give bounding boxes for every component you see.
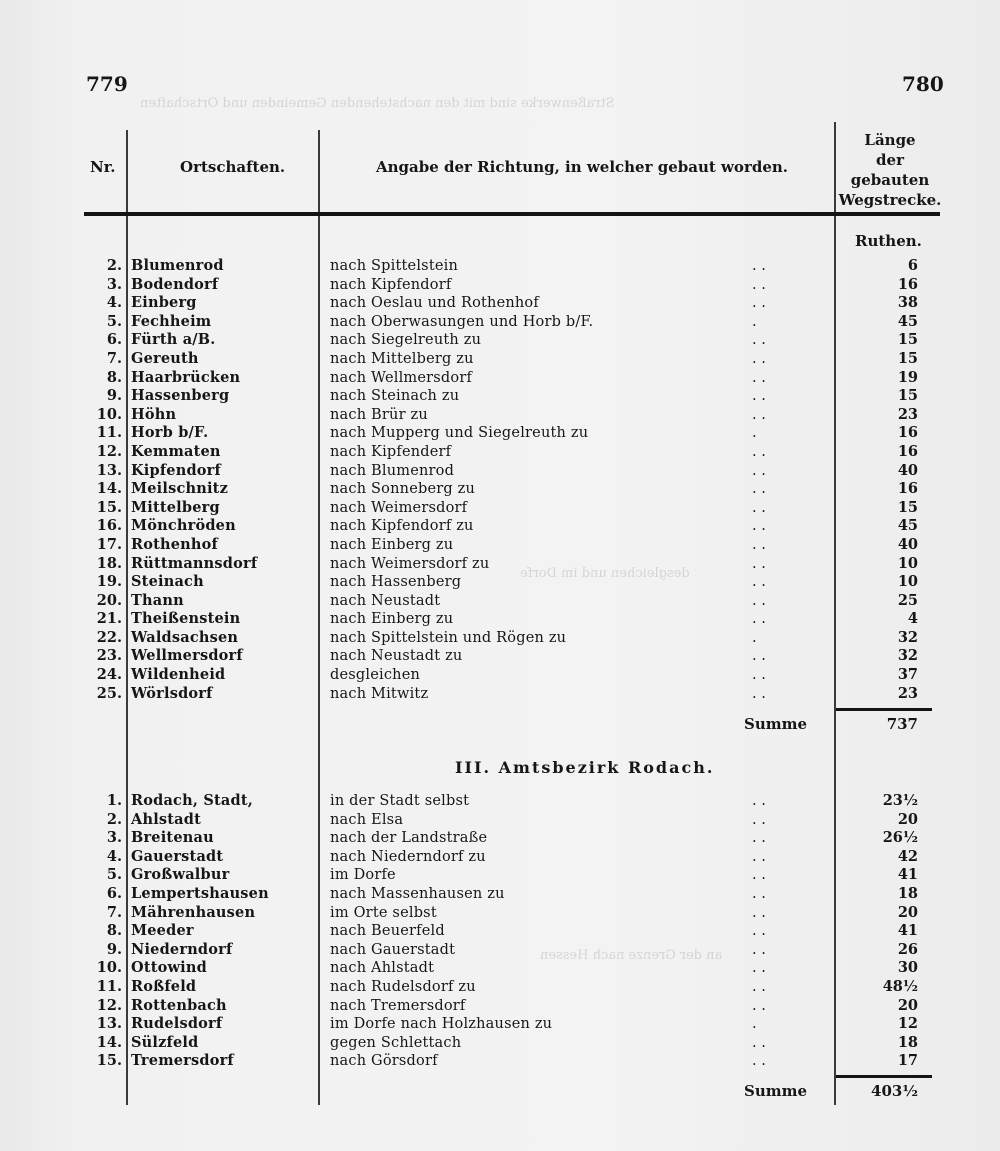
- table-row: [0, 848, 1000, 867]
- row-place: Sülzfeld: [131, 1033, 199, 1051]
- row-direction: nach Neustadt zu: [330, 648, 463, 665]
- header-laenge-line: Wegstrecke.: [838, 191, 942, 209]
- row-number: 4.: [106, 847, 122, 865]
- row-leader-dots: . .: [752, 1034, 766, 1051]
- table-row: [0, 866, 1000, 885]
- row-place: Roßfeld: [131, 977, 197, 995]
- sum-value: 403½: [871, 1082, 918, 1100]
- table-row: [0, 811, 1000, 830]
- row-length: 42: [897, 847, 918, 865]
- row-direction: nach Kipfendorf: [330, 276, 452, 293]
- row-number: 7.: [106, 903, 122, 921]
- row-length: 20: [897, 903, 918, 921]
- row-number: 3.: [106, 275, 122, 293]
- row-leader-dots: . .: [752, 867, 766, 884]
- row-leader-dots: . .: [752, 611, 766, 628]
- row-length: 15: [897, 498, 918, 516]
- row-leader-dots: . .: [752, 350, 766, 367]
- row-length: 20: [897, 810, 918, 828]
- row-place: Meilschnitz: [131, 480, 229, 498]
- row-leader-dots: . .: [752, 555, 766, 572]
- row-number: 13.: [96, 461, 122, 479]
- row-length: 6: [907, 257, 918, 274]
- table-row: [0, 462, 1000, 481]
- row-direction: nach Niederndorf zu: [330, 848, 486, 865]
- table-row: [0, 959, 1000, 978]
- row-direction: nach Tremersdorf: [330, 997, 466, 1014]
- row-length: 23½: [882, 792, 918, 809]
- row-number: 2.: [106, 810, 122, 828]
- table-row: [0, 406, 1000, 425]
- row-direction: gegen Schlettach: [330, 1034, 462, 1051]
- row-number: 6.: [106, 331, 122, 349]
- row-number: 3.: [106, 829, 122, 847]
- table-row: [0, 904, 1000, 923]
- table-row: [0, 592, 1000, 611]
- table-row: [0, 313, 1000, 332]
- row-length: 16: [897, 480, 918, 498]
- table-row: [0, 387, 1000, 406]
- row-place: Wildenheid: [131, 666, 226, 684]
- row-number: 23.: [96, 647, 122, 665]
- sum-rule: [836, 708, 932, 711]
- row-length: 37: [897, 666, 918, 684]
- row-number: 4.: [106, 294, 122, 312]
- row-place: Fechheim: [131, 312, 212, 330]
- row-place: Einberg: [131, 294, 197, 312]
- page-number-right: 780: [902, 72, 944, 96]
- row-leader-dots: .: [752, 425, 757, 442]
- row-place: Fürth a/B.: [131, 331, 216, 349]
- row-leader-dots: . .: [752, 388, 766, 405]
- sum-value: 737: [886, 715, 918, 733]
- row-direction: nach Blumenrod: [330, 462, 455, 479]
- row-number: 2.: [106, 257, 122, 274]
- row-direction: desgleichen: [330, 667, 421, 684]
- row-number: 17.: [96, 535, 122, 553]
- row-place: Mährenhausen: [131, 903, 256, 921]
- table-row: [0, 792, 1000, 811]
- row-leader-dots: . .: [752, 443, 766, 460]
- table-row: [0, 350, 1000, 369]
- bleed-through-text: desgleichen und im Dorfe: [520, 566, 690, 581]
- row-place: Steinach: [131, 573, 204, 591]
- row-direction: nach Steinach zu: [330, 388, 460, 405]
- row-leader-dots: . .: [752, 499, 766, 516]
- row-place: Wellmersdorf: [131, 647, 243, 665]
- table-row: [0, 517, 1000, 536]
- row-length: 26: [897, 940, 918, 958]
- row-direction: im Dorfe nach Holzhausen zu: [330, 1016, 553, 1033]
- row-place: Gauerstadt: [131, 847, 224, 865]
- sum-label: Summe: [744, 715, 808, 733]
- row-leader-dots: . .: [752, 941, 766, 958]
- section-title: III. Amtsbezirk Rodach.: [455, 758, 715, 777]
- row-length: 23: [897, 405, 918, 423]
- row-number: 25.: [96, 684, 122, 702]
- row-place: Rottenbach: [131, 996, 227, 1014]
- row-direction: nach Hassenberg: [330, 574, 462, 591]
- row-leader-dots: .: [752, 313, 757, 330]
- row-number: 6.: [106, 884, 122, 902]
- row-number: 20.: [96, 591, 122, 609]
- row-place: Blumenrod: [131, 257, 224, 274]
- row-leader-dots: .: [752, 1016, 757, 1033]
- header-nr: Nr.: [90, 158, 116, 176]
- row-leader-dots: . .: [752, 1053, 766, 1070]
- row-direction: nach Ahlstadt: [330, 960, 435, 977]
- row-number: 16.: [96, 517, 122, 535]
- row-place: Mittelberg: [131, 498, 220, 516]
- row-place: Rüttmannsdorf: [131, 554, 258, 572]
- row-direction: nach Oberwasungen und Horb b/F.: [330, 313, 594, 330]
- bleed-through-text: Straßenwerke sind mit den nachstehenden Gemeinden und Ortschaften: [140, 96, 615, 111]
- row-number: 8.: [106, 922, 122, 940]
- row-length: 45: [897, 312, 918, 330]
- header-laenge-line: Länge: [864, 131, 916, 149]
- row-direction: nach Elsa: [330, 811, 404, 828]
- header-richtung: Angabe der Richtung, in welcher gebaut worden.: [376, 158, 789, 176]
- row-leader-dots: . .: [752, 574, 766, 591]
- row-length: 41: [897, 866, 918, 884]
- header-laenge-line: gebauten: [850, 171, 930, 189]
- row-number: 14.: [96, 480, 122, 498]
- row-direction: nach Beuerfeld: [330, 923, 445, 940]
- table-row: [0, 257, 1000, 276]
- row-length: 10: [897, 573, 918, 591]
- row-length: 40: [897, 535, 918, 553]
- row-length: 30: [897, 959, 918, 977]
- row-length: 18: [897, 884, 918, 902]
- row-direction: nach Neustadt: [330, 592, 441, 609]
- row-number: 19.: [96, 573, 122, 591]
- row-direction: nach Kipfendorf zu: [330, 518, 474, 535]
- row-place: Rothenhof: [131, 535, 218, 553]
- row-direction: nach Massenhausen zu: [330, 885, 505, 902]
- row-leader-dots: . .: [752, 481, 766, 498]
- row-leader-dots: . .: [752, 848, 766, 865]
- row-length: 45: [897, 517, 918, 535]
- row-direction: nach Siegelreuth zu: [330, 332, 482, 349]
- table-row: [0, 666, 1000, 685]
- row-direction: nach Einberg zu: [330, 536, 454, 553]
- row-place: Großwalbur: [131, 866, 230, 884]
- row-leader-dots: . .: [752, 685, 766, 702]
- row-leader-dots: . .: [752, 536, 766, 553]
- row-number: 11.: [96, 977, 122, 995]
- row-number: 9.: [106, 387, 122, 405]
- row-leader-dots: . .: [752, 648, 766, 665]
- row-direction: nach Sonneberg zu: [330, 481, 476, 498]
- row-length: 4: [907, 610, 918, 628]
- row-place: Lempertshausen: [131, 884, 269, 902]
- row-place: Ahlstadt: [131, 810, 201, 828]
- row-place: Waldsachsen: [131, 628, 239, 646]
- table-row: [0, 573, 1000, 592]
- table-row: [0, 1034, 1000, 1053]
- row-number: 22.: [96, 628, 122, 646]
- row-number: 18.: [96, 554, 122, 572]
- row-length: 18: [897, 1033, 918, 1051]
- table-row: [0, 294, 1000, 313]
- row-length: 16: [897, 442, 918, 460]
- table-row: [0, 978, 1000, 997]
- table-row: [0, 997, 1000, 1016]
- row-number: 5.: [106, 312, 122, 330]
- table-row: [0, 922, 1000, 941]
- row-length: 10: [897, 554, 918, 572]
- row-place: Hassenberg: [131, 387, 230, 405]
- row-number: 24.: [96, 666, 122, 684]
- row-leader-dots: . .: [752, 295, 766, 312]
- row-leader-dots: . .: [752, 369, 766, 386]
- sum-rule: [836, 1075, 932, 1078]
- row-place: Wörlsdorf: [131, 684, 213, 702]
- row-length: 12: [897, 1015, 918, 1033]
- row-leader-dots: . .: [752, 811, 766, 828]
- table-row: [0, 941, 1000, 960]
- row-length: 40: [897, 461, 918, 479]
- table-section-1: [0, 257, 1000, 703]
- table-row: [0, 1015, 1000, 1034]
- page-number-left: 779: [86, 72, 128, 96]
- table-row: [0, 443, 1000, 462]
- row-length: 26½: [882, 829, 918, 847]
- row-direction: nach Mupperg und Siegelreuth zu: [330, 425, 589, 442]
- row-number: 7.: [106, 349, 122, 367]
- row-direction: nach Brür zu: [330, 406, 428, 423]
- row-place: Theißenstein: [131, 610, 241, 628]
- header-rule: [84, 212, 940, 216]
- row-leader-dots: . .: [752, 904, 766, 921]
- row-leader-dots: . .: [752, 793, 766, 809]
- row-place: Tremersdorf: [131, 1052, 234, 1070]
- unit-label: Ruthen.: [855, 232, 922, 250]
- row-number: 12.: [96, 442, 122, 460]
- row-length: 48½: [882, 977, 918, 995]
- row-place: Rodach, Stadt,: [131, 792, 253, 809]
- table-row: [0, 331, 1000, 350]
- table-row: [0, 885, 1000, 904]
- row-place: Meeder: [131, 922, 194, 940]
- row-number: 21.: [96, 610, 122, 628]
- header-laenge-line: der: [876, 151, 904, 169]
- row-length: 20: [897, 996, 918, 1014]
- row-leader-dots: . .: [752, 923, 766, 940]
- row-leader-dots: . .: [752, 406, 766, 423]
- row-leader-dots: . .: [752, 518, 766, 535]
- row-direction: nach Weimersdorf: [330, 499, 468, 516]
- header-ortschaften: Ortschaften.: [180, 158, 286, 176]
- row-direction: nach Kipfenderf: [330, 443, 452, 460]
- row-number: 9.: [106, 940, 122, 958]
- table-row: [0, 499, 1000, 518]
- row-leader-dots: . .: [752, 830, 766, 847]
- row-number: 10.: [96, 959, 122, 977]
- row-length: 32: [897, 647, 918, 665]
- bleed-through-text: an der Grenze nach Hessen: [540, 948, 723, 963]
- row-length: 23: [897, 684, 918, 702]
- table-row: [0, 647, 1000, 666]
- header-laenge: [838, 130, 942, 210]
- table-row: [0, 555, 1000, 574]
- row-leader-dots: . .: [752, 276, 766, 293]
- table-section-2: [0, 792, 1000, 1071]
- table-row: [0, 536, 1000, 555]
- row-number: 11.: [96, 424, 122, 442]
- table-row: [0, 1052, 1000, 1071]
- row-leader-dots: .: [752, 629, 757, 646]
- row-length: 16: [897, 424, 918, 442]
- row-place: Gereuth: [131, 349, 199, 367]
- row-leader-dots: . .: [752, 332, 766, 349]
- row-place: Breitenau: [131, 829, 214, 847]
- row-number: 15.: [96, 1052, 122, 1070]
- row-direction: nach Spittelstein: [330, 258, 459, 274]
- row-leader-dots: . .: [752, 592, 766, 609]
- row-leader-dots: . .: [752, 978, 766, 995]
- row-direction: nach Gauerstadt: [330, 941, 456, 958]
- row-direction: nach Weimersdorf zu: [330, 555, 490, 572]
- sum-label: Summe: [744, 1082, 808, 1100]
- table-row: [0, 610, 1000, 629]
- row-place: Niederndorf: [131, 940, 233, 958]
- row-leader-dots: . .: [752, 885, 766, 902]
- row-length: 16: [897, 275, 918, 293]
- row-place: Mönchröden: [131, 517, 236, 535]
- row-number: 1.: [106, 792, 122, 809]
- row-length: 32: [897, 628, 918, 646]
- table-row: [0, 629, 1000, 648]
- row-leader-dots: . .: [752, 997, 766, 1014]
- row-direction: nach der Landstraße: [330, 830, 488, 847]
- row-number: 13.: [96, 1015, 122, 1033]
- row-length: 38: [897, 294, 918, 312]
- row-direction: im Orte selbst: [330, 904, 437, 921]
- table-row: [0, 369, 1000, 388]
- row-place: Thann: [131, 591, 184, 609]
- row-place: Ottowind: [131, 959, 207, 977]
- row-number: 14.: [96, 1033, 122, 1051]
- row-direction: nach Spittelstein und Rögen zu: [330, 629, 567, 646]
- row-direction: nach Mitwitz: [330, 685, 429, 702]
- row-number: 15.: [96, 498, 122, 516]
- table-row: [0, 685, 1000, 704]
- row-number: 12.: [96, 996, 122, 1014]
- row-place: Kipfendorf: [131, 461, 221, 479]
- row-place: Bodendorf: [131, 275, 219, 293]
- row-length: 15: [897, 349, 918, 367]
- row-place: Rudelsdorf: [131, 1015, 223, 1033]
- row-direction: im Dorfe: [330, 867, 396, 884]
- row-length: 19: [897, 368, 918, 386]
- row-leader-dots: . .: [752, 462, 766, 479]
- table-row: [0, 829, 1000, 848]
- row-direction: nach Wellmersdorf: [330, 369, 473, 386]
- row-direction: nach Görsdorf: [330, 1053, 438, 1070]
- row-direction: nach Einberg zu: [330, 611, 454, 628]
- row-length: 15: [897, 387, 918, 405]
- row-leader-dots: . .: [752, 960, 766, 977]
- row-length: 25: [897, 591, 918, 609]
- row-leader-dots: . .: [752, 258, 766, 274]
- table-row: [0, 276, 1000, 295]
- row-number: 10.: [96, 405, 122, 423]
- row-number: 8.: [106, 368, 122, 386]
- table-row: [0, 424, 1000, 443]
- row-place: Kemmaten: [131, 442, 221, 460]
- row-leader-dots: . .: [752, 667, 766, 684]
- row-length: 15: [897, 331, 918, 349]
- row-direction: nach Oeslau und Rothenhof: [330, 295, 539, 312]
- row-direction: in der Stadt selbst: [330, 793, 470, 809]
- table-row: [0, 480, 1000, 499]
- row-place: Höhn: [131, 405, 177, 423]
- row-number: 5.: [106, 866, 122, 884]
- row-direction: nach Mittelberg zu: [330, 350, 474, 367]
- row-place: Haarbrücken: [131, 368, 241, 386]
- row-place: Horb b/F.: [131, 424, 209, 442]
- row-length: 17: [897, 1052, 918, 1070]
- row-length: 41: [897, 922, 918, 940]
- row-direction: nach Rudelsdorf zu: [330, 978, 476, 995]
